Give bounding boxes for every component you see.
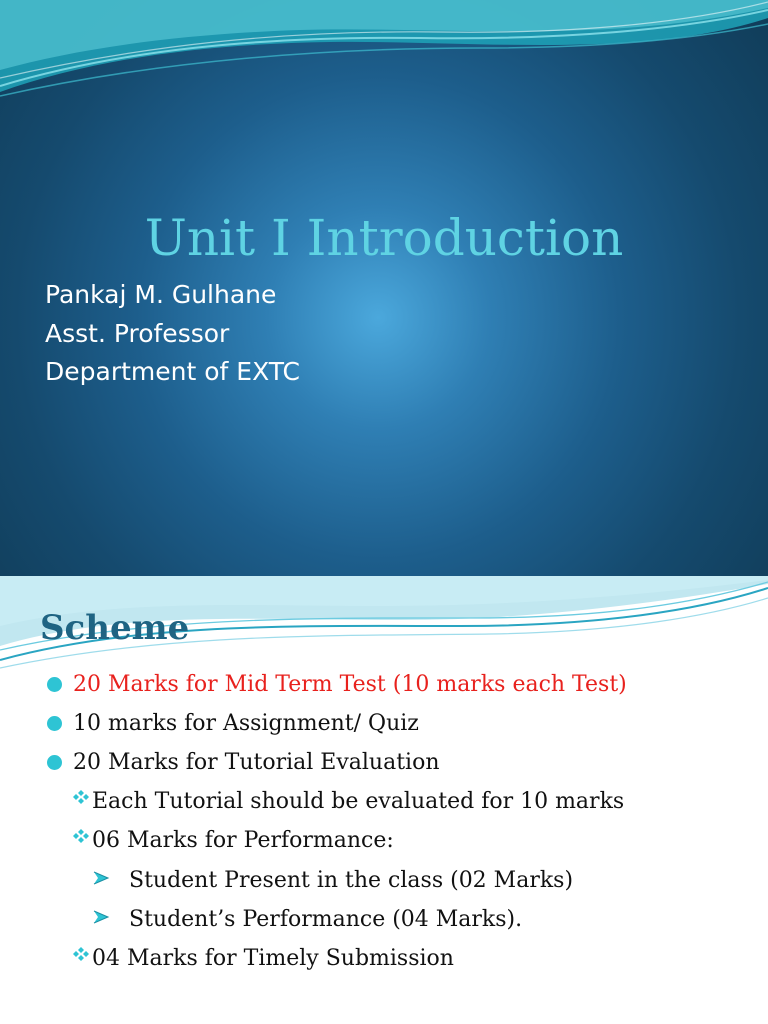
slide-title: Unit I Introduction xyxy=(144,209,624,267)
presenter-designation: Asst. Professor xyxy=(45,318,230,348)
slide-title: Scheme xyxy=(40,608,190,648)
bullet-dot-icon xyxy=(47,716,62,731)
presenter-name: Pankaj M. Gulhane xyxy=(45,280,277,309)
bullet-dot-icon xyxy=(47,677,62,692)
diamond-bullet-icon xyxy=(72,828,90,846)
decorative-wave-header xyxy=(0,0,768,110)
bullet-dot-icon xyxy=(47,755,62,770)
presenter-info xyxy=(45,276,300,392)
arrow-bullet-icon xyxy=(92,908,110,926)
arrow-bullet-icon xyxy=(92,869,110,887)
diamond-bullet-icon xyxy=(72,946,90,964)
presenter-department: Department of EXTC xyxy=(45,357,301,386)
diamond-bullet-icon xyxy=(72,789,90,807)
scheme-slide: Scheme 20 Marks for Mid Term Test (10 marks each Test) 10 marks for Assignment/ Quiz 20 Marks for Tutorial Evaluation Each Tutorial should be evaluated for 10 marks 06 Marks for Performance: Student Present in the class (02 Marks) Student’s Performance (04 Marks). 04 Marks for Timely Submission xyxy=(0,576,768,1024)
